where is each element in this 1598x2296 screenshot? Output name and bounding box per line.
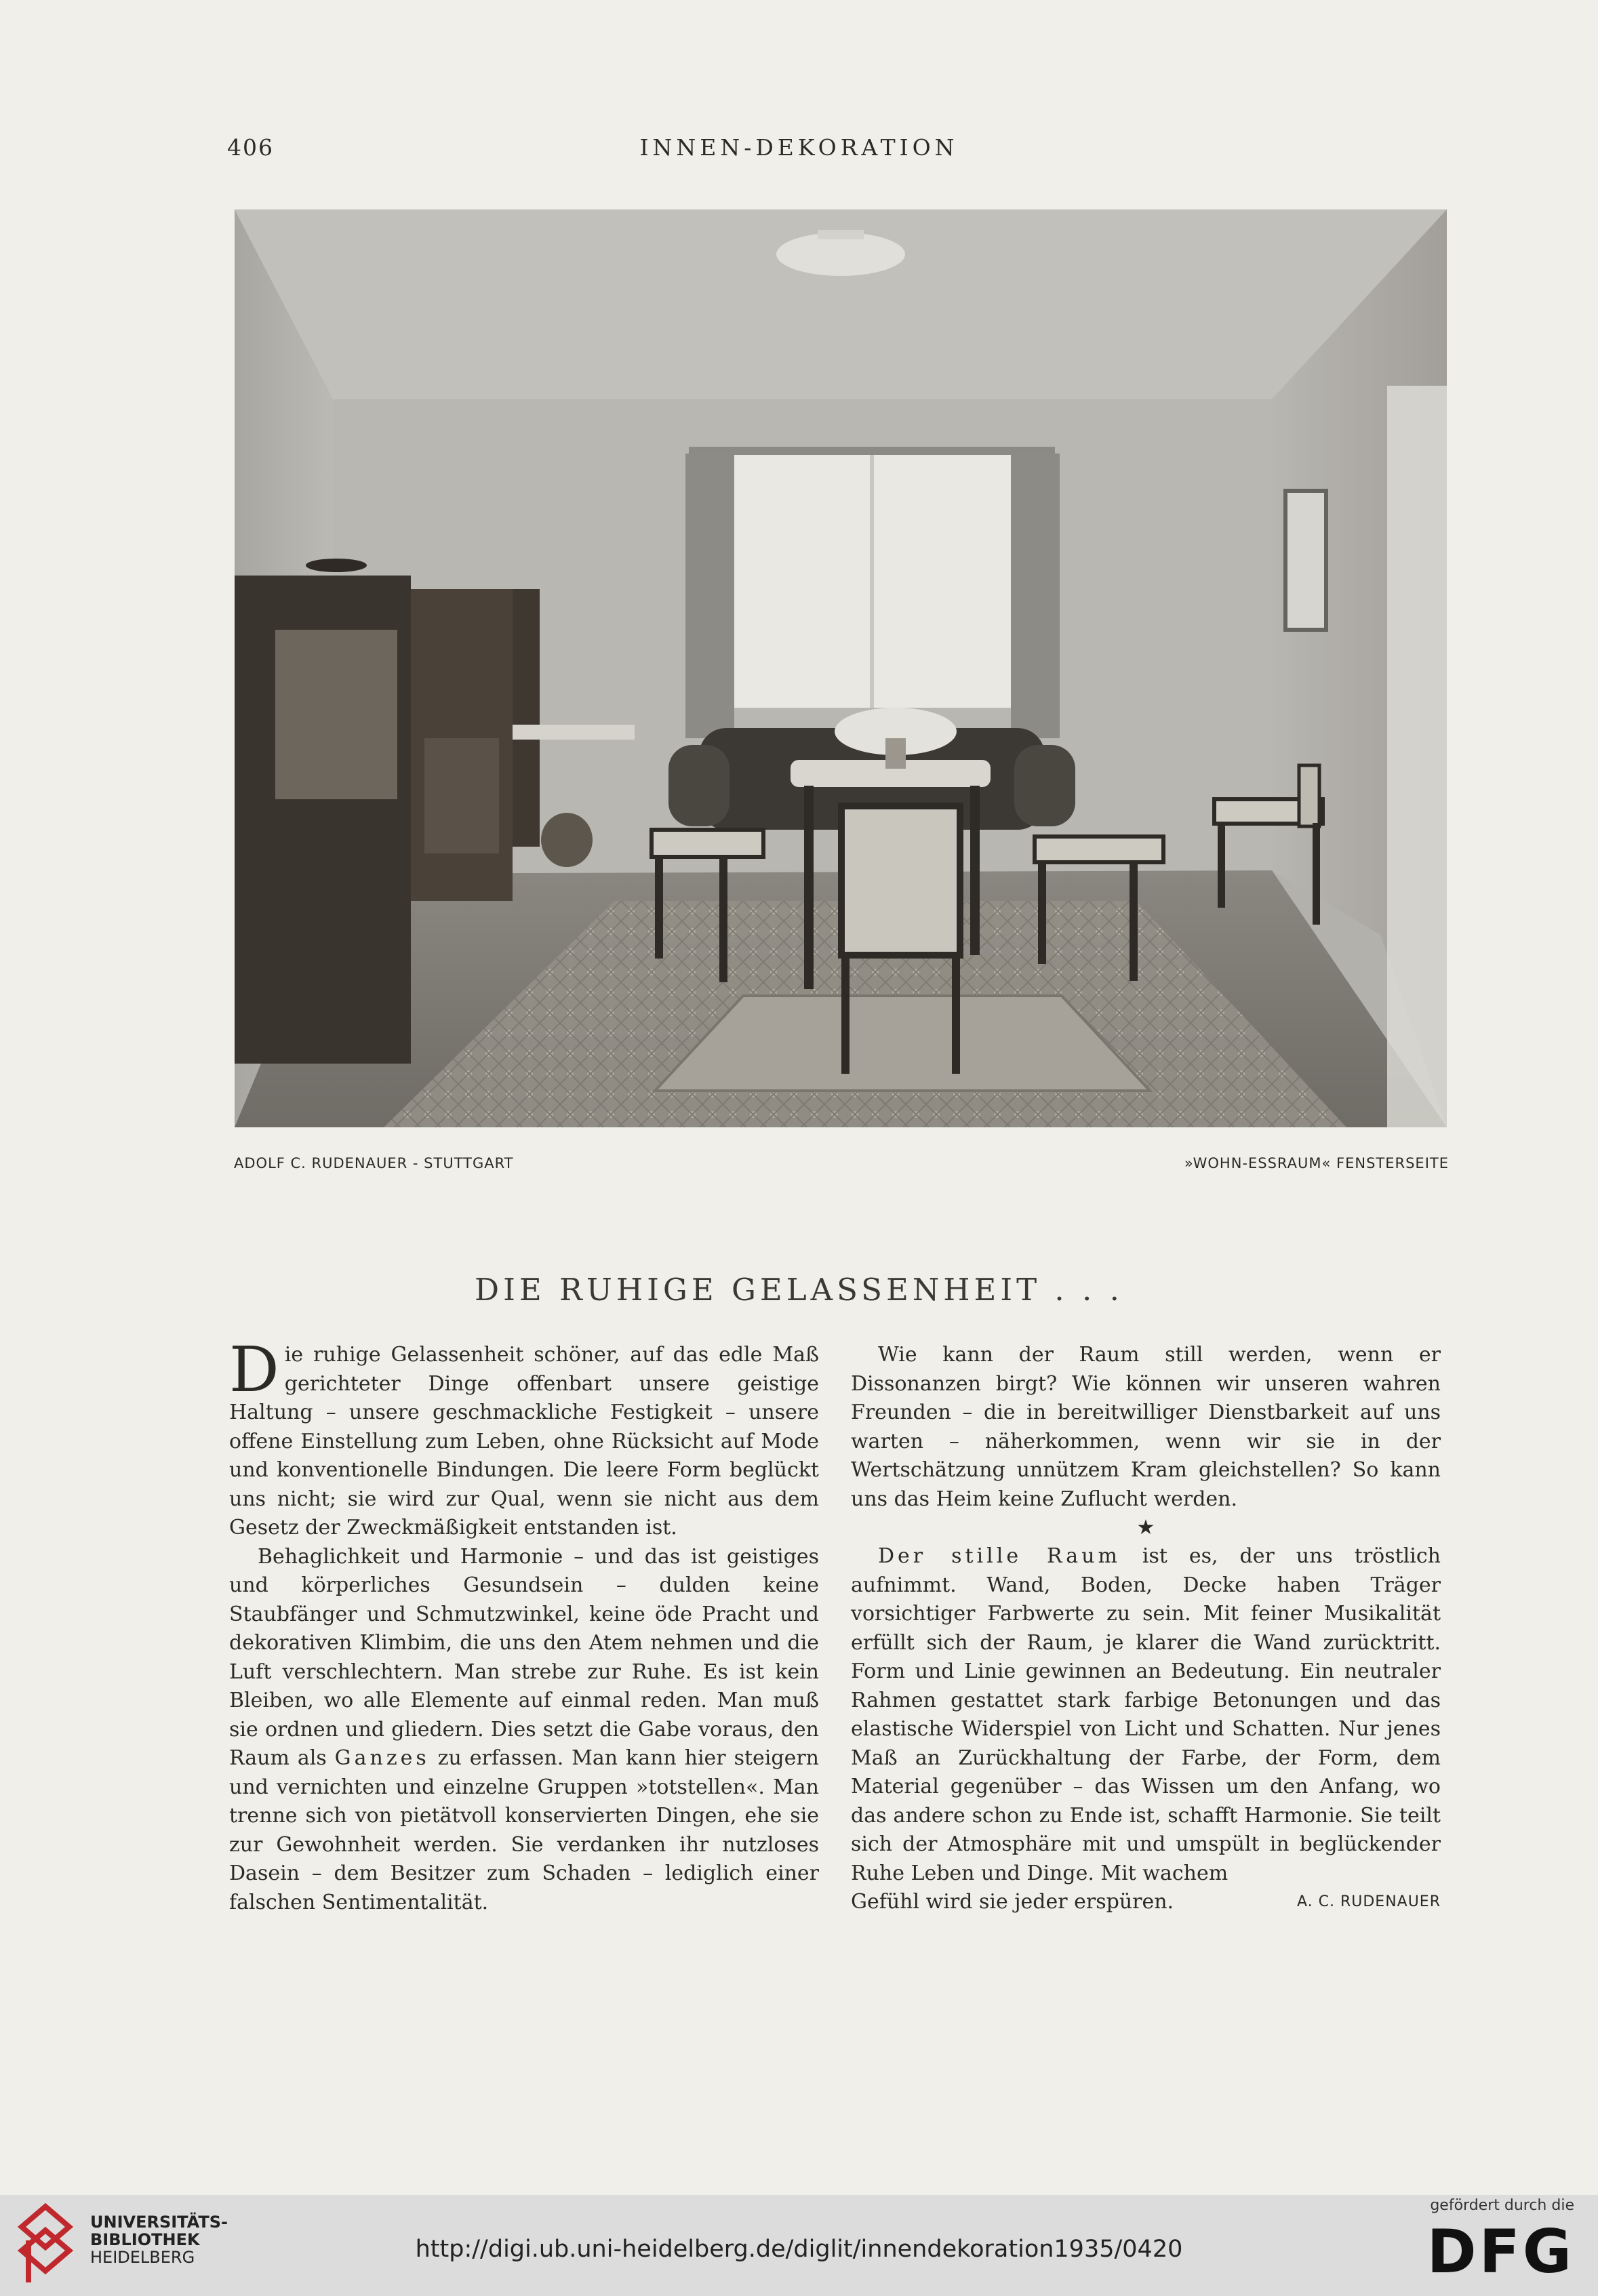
paragraph bbox=[851, 1341, 1441, 1514]
library-name-line: HEIDELBERG bbox=[90, 2248, 195, 2267]
paragraph bbox=[851, 1542, 1441, 1888]
photo-caption: »WOHN-ESSRAUM« FENSTERSEITE bbox=[1184, 1155, 1449, 1171]
page-number: 406 bbox=[227, 134, 274, 161]
article-title: DIE RUHIGE GELASSENHEIT . . . bbox=[475, 1272, 1123, 1308]
section-separator: ★ bbox=[1136, 1516, 1155, 1539]
permalink[interactable]: http://digi.ub.uni-heidelberg.de/diglit/innendekoration1935/0420 bbox=[415, 2236, 1183, 2263]
paragraph-text: ist es, der uns tröstlich aufnimmt. Wand, Boden, Decke haben Träger vorsichtiger Farbwerte zu sein. Mit feiner Musikalität erfüllt sich der Raum, je klarer die Wand zurücktritt. Form und Linie gewinnen an Bedeutung. Ein neutraler Rahmen gestattet stark farbige Betonungen und das elastische Widerspiel von Licht und Schatten. Nur jenes Maß an Zurückhaltung der Farbe, der Form, dem Material gegenüber – das Wissen um den Anfang, wo das andere schon zu Ende ist, schafft Harmonie. Sie teilt sich der Atmosphäre mit und umspült in beglückender Ruhe Leben und Dinge. Mit wachem bbox=[851, 1544, 1441, 1885]
right-column bbox=[851, 1341, 1441, 1917]
closing-line bbox=[851, 1888, 1441, 1917]
running-title: INNEN-DEKORATION bbox=[639, 134, 959, 161]
left-column bbox=[229, 1333, 819, 1917]
paragraph-text: zu erfassen. Man kann hier steigern und vernichten und einzelne Gruppen »totstellen«. Man trenne sich von pietätvoll konservierten Dingen, ehe sie zur Gewohnheit werden. Sie verdanken ihr nutzloses Dasein – dem Besitzer zum Schaden – lediglich einer falschen Sentimentalität. bbox=[229, 1746, 819, 1914]
room-photograph bbox=[235, 209, 1447, 1127]
library-name-line: BIBLIOTHEK bbox=[90, 2230, 200, 2249]
emphasis-text: Der stille Raum bbox=[878, 1544, 1121, 1568]
paragraph bbox=[229, 1543, 819, 1918]
paragraph-text: Gefühl wird sie jeder erspüren. bbox=[851, 1890, 1174, 1914]
author-signature: A. C. RUDENAUER bbox=[1296, 1893, 1441, 1910]
paragraph-text: ie ruhige Gelassenheit schöner, auf das edle Maß gerichteter Dinge offenbart unsere geistige Haltung – unsere geschmackliche Festigkeit – unsere offene Einstellung zum Leben, ohne Rücksicht auf Mode und konventionelle Bindungen. Die leere Form beglückt uns nicht; sie wird zur Qual, wenn sie nicht aus dem Gesetz der Zweckmäßigkeit entstanden ist. bbox=[229, 1343, 819, 1539]
library-name-line: UNIVERSITÄTS- bbox=[90, 2213, 228, 2232]
paragraph-text: Wie kann der Raum still werden, wenn er Dissonanzen birgt? Wie können wir unseren wahren Freunden – die in bereitwilliger Dienstbarkeit auf uns warten – näherkommen, wenn wir sie in der Wertschätzung unnützem Kram gleichstellen? So kann uns das Heim keine Zuflucht werden. bbox=[851, 1343, 1441, 1511]
dfg-logo: DFG bbox=[1426, 2217, 1574, 2287]
drop-cap: D bbox=[229, 1333, 279, 1406]
funding-note: gefördert durch die bbox=[1430, 2197, 1574, 2214]
paragraph-text: Behaglichkeit und Harmonie – und das ist geistiges und körperliches Gesundsein – dulden keine Staubfänger und Schmutzwinkel, keine öde Pracht und dekorativen Klimbim, die uns den Atem nehmen und die Luft verschlechtern. Man strebe zur Ruhe. Es ist kein Bleiben, wo alle Elemente auf einmal reden. Man muß sie ordnen und gliedern. Dies setzt die Gabe voraus, den Raum als bbox=[229, 1544, 819, 1770]
photo-credit: ADOLF C. RUDENAUER - STUTTGART bbox=[234, 1155, 514, 1171]
paragraph bbox=[229, 1333, 819, 1543]
emphasis-text: Ganzes bbox=[334, 1746, 430, 1770]
